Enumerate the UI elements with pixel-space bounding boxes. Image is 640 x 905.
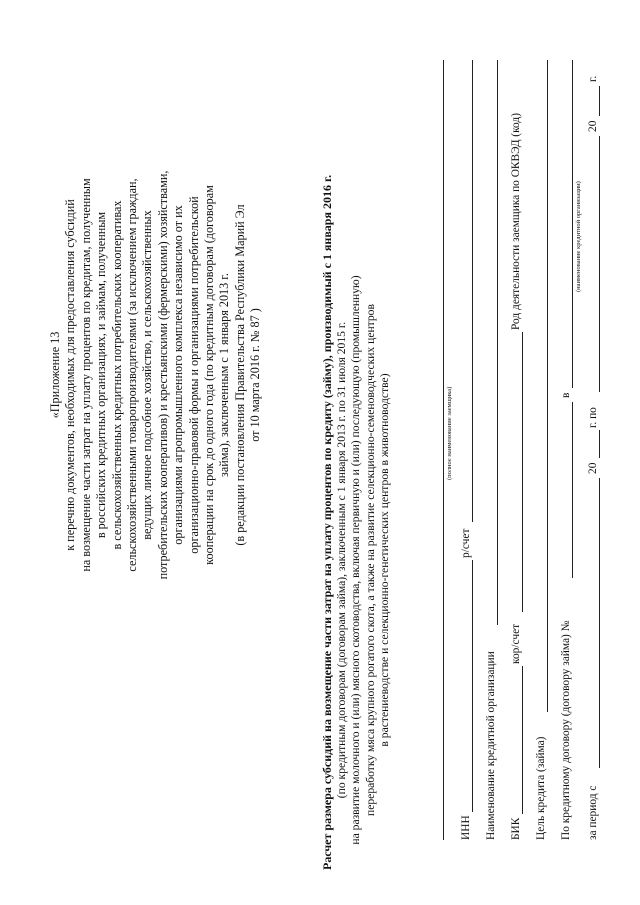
bank-name-field[interactable]: [497, 60, 498, 625]
contract-in-label: в: [560, 392, 572, 398]
period-end-year-prefix: 20: [587, 120, 599, 132]
appendix-line: (в редакции постановления Правительства Республики Марий Эл: [232, 204, 247, 546]
period-end-field[interactable]: [599, 136, 600, 392]
period-label: за период с: [587, 785, 599, 840]
calculation-line: (по кредитным договорам (договорам займа), заключенным с 1 января 2013 г. по 31 июля 2015 г.: [334, 321, 348, 799]
corr-account-label: кор/счет: [510, 623, 522, 664]
period-start-year-field[interactable]: [599, 430, 600, 458]
appendix-line: кооперации на срок до одного года (по кредитным договорам (договорам: [202, 185, 217, 565]
activity-label: Род деятельности заемщика по ОКВЭД (код): [510, 112, 522, 330]
bik-field[interactable]: [522, 666, 523, 814]
appendix-date-line: от 10 марта 2016 г. № 87 ): [248, 308, 263, 442]
corr-account-field[interactable]: [522, 332, 523, 612]
contract-bank-field[interactable]: [572, 60, 573, 388]
appendix-line: сельскохозяйственными товаропроизводителями (за исключением граждан,: [125, 178, 140, 572]
calculation-title: Расчет размера субсидий на возмещение части затрат на уплату процентов по кредиту (займу), производимый с 1 января 2016 г.: [320, 174, 334, 870]
inn-label: ИНН: [460, 815, 472, 840]
appendix-line: организациями агропромышленного комплекса независимо от их: [171, 205, 186, 545]
appendix-line: в российских кредитных организациях, и займам, полученным: [94, 211, 109, 539]
contract-label: По кредитному договору (договору займа) №: [560, 620, 572, 840]
period-end-year-field[interactable]: [599, 86, 600, 116]
appendix-line: в сельскохозяйственных кредитных потребительских кооперативах: [109, 200, 124, 550]
borrower-name-field[interactable]: [443, 60, 444, 840]
bik-label: БИК: [510, 817, 522, 840]
contract-number-field[interactable]: [572, 402, 573, 578]
period-start-year-suffix: г. по: [587, 407, 599, 428]
appendix-line: организационно-правовой формы и организациями потребительской: [186, 196, 201, 554]
account-field[interactable]: [472, 60, 473, 522]
borrower-caption: (полное наименование заемщика): [446, 386, 453, 480]
bank-name-label: Наименование кредитной организации: [485, 651, 497, 840]
appendix-header: [48, 95, 264, 655]
calculation-line: в растениеводстве и селекционно-генетических центров в животноводстве): [378, 373, 392, 747]
period-start-year-prefix: 20: [587, 462, 599, 474]
calculation-line: переработку мяса крупного рогатого скота, а также на развитие селекционно-семеноводческих центров: [363, 304, 377, 816]
bank-caption: (наименование кредитной организации): [575, 181, 582, 292]
calculation-heading: [320, 174, 393, 870]
period-start-field[interactable]: [599, 478, 600, 768]
appendix-line: потребительских кооперативов) и крестьянскими (фермерскими) хозяйствами,: [155, 170, 170, 580]
appendix-line: на возмещение части затрат на уплату процентов по кредитам, полученным: [78, 178, 93, 572]
period-end-year-suffix: г.: [587, 75, 599, 82]
appendix-title: «Приложение 13: [48, 331, 62, 419]
inn-field[interactable]: [472, 560, 473, 812]
purpose-label: Цель кредита (займа): [535, 736, 547, 840]
appendix-line: ведущих личное подсобное хозяйство, и сельскохозяйственных: [140, 210, 155, 540]
account-label: р/счет: [460, 528, 472, 558]
purpose-field[interactable]: [547, 60, 548, 712]
appendix-line: займа), заключенным с 1 января 2013 г.: [217, 273, 232, 477]
appendix-line: к перечню документов, необходимых для предоставления субсидий: [63, 199, 78, 551]
calculation-line: на развитие молочного и (или) мясного скотоводства, включая первичную и (или) последующую (промышленную): [349, 275, 363, 845]
